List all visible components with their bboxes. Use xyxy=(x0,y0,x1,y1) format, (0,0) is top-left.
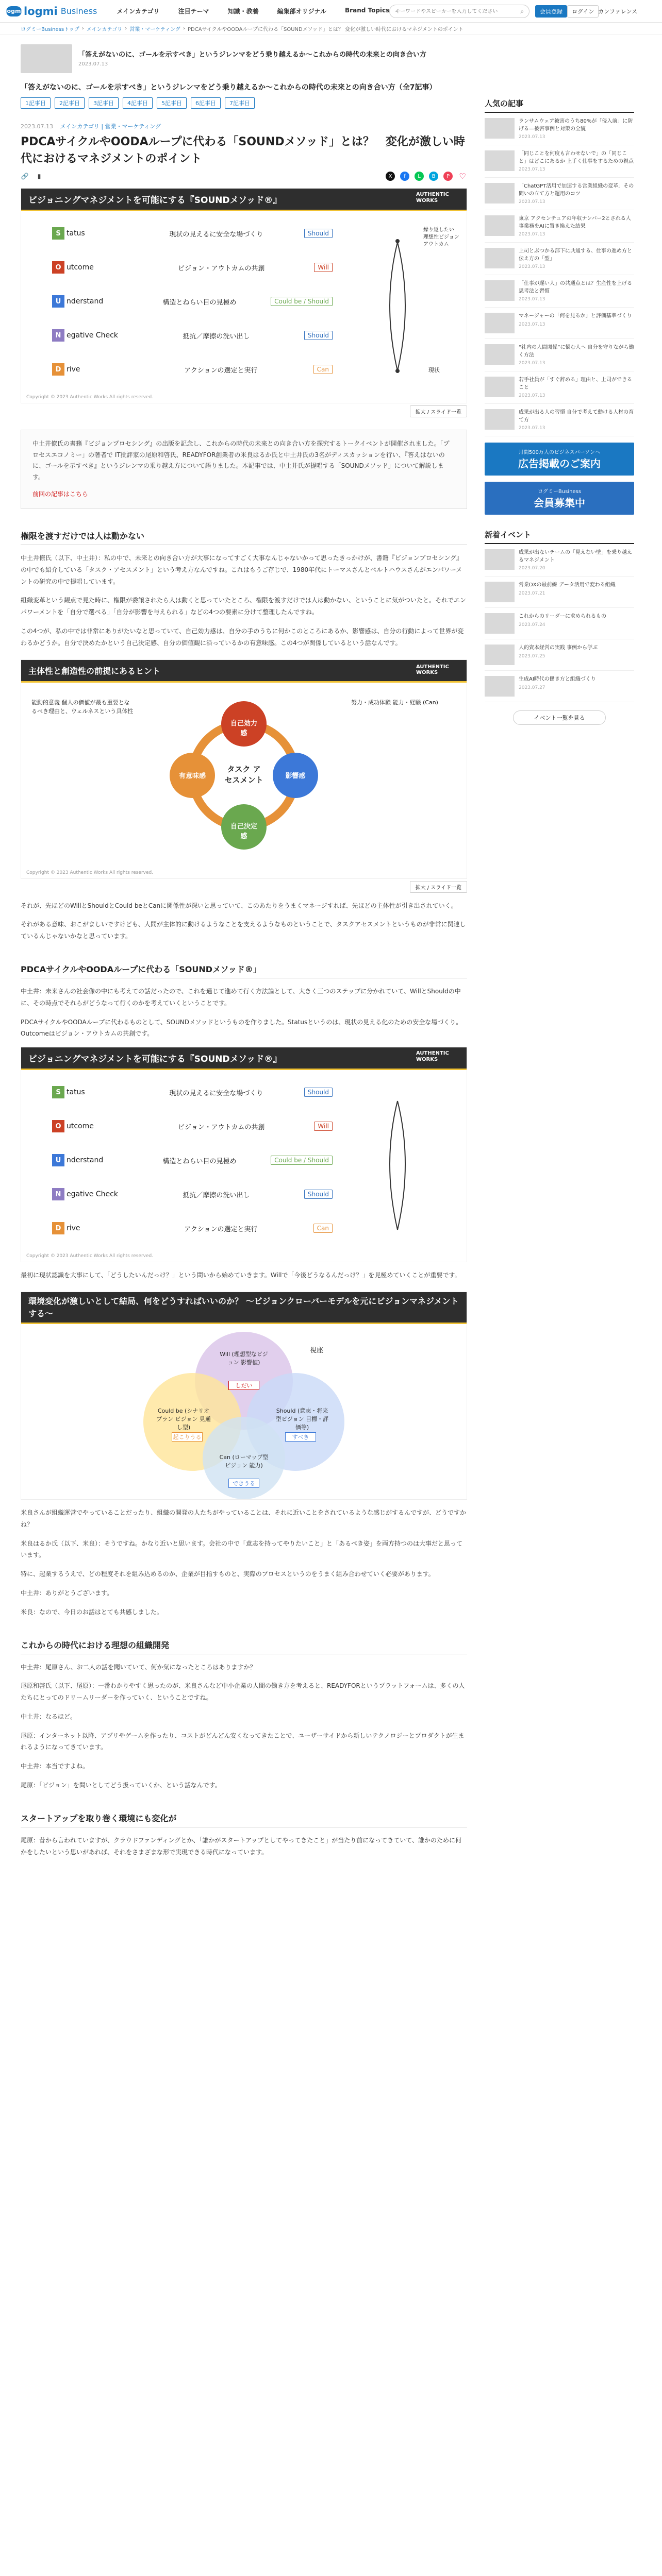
sound-letter: U xyxy=(52,295,64,308)
event-title: これからのリーダーに求められるもの xyxy=(519,614,606,619)
body-paragraph: 中土井僚氏（以下、中土井）：私の中で、未来との向き合い方が大事になってすごく大事なんじゃないかって思ったきっかけが、書籍『ビジョンプロセシング』の中でも紹介している「タスク・アセスメント」という考え方なんですね。これはもうご存じで、1980年代にトーマスさんとベルトハウスさんがエンパワーメントの研究の中で提唱しています。 xyxy=(21,554,462,585)
section-heading: スタートアップを取り巻く環境にも変化が xyxy=(21,1812,467,1827)
clover-bubble: できうる xyxy=(228,1479,259,1488)
popular-item[interactable] xyxy=(485,243,634,275)
popular-title: マネージャーの「何を見るか」と評価基準づくり xyxy=(519,313,632,319)
article-title: PDCAサイクルやOODAループに代わる「SOUNDメソッド」とは？ 変化が激しい時代におけるマネジメントのポイント xyxy=(21,135,465,165)
series-tag[interactable]: 2記事目 xyxy=(55,97,85,109)
event-title: 成果が出ないチームの「見えない壁」を乗り越えるマネジメント xyxy=(519,550,632,563)
popular-title: 「ChatGPT活用で加速する営業組織の変革」その問いの立て方と運用のコツ xyxy=(519,183,634,197)
login-button[interactable]: ログイン xyxy=(567,5,599,18)
sound-pill: Should xyxy=(304,1088,333,1097)
popular-date: 2023.07.13 xyxy=(519,297,545,302)
slide-body xyxy=(21,211,467,392)
clover-bubble: しだい xyxy=(228,1381,259,1390)
nav-item[interactable]: 知識・教養 xyxy=(227,8,259,15)
body-paragraph: 組織変革という観点で見た時に、権限が委譲されたら人は動くと思っていたところ、権限を渡すだけでは人は動かない、ということに気がついたと。それでエンパワーメントを「自分で選べる」「自分が影響を与えられる」などの4つの要素に分けて整理したんですね。 xyxy=(21,597,467,616)
slide-copyright: Copyright © 2023 Authentic Works All rights reserved. xyxy=(26,870,154,875)
brand-logo: AUTHENTIC WORKS xyxy=(416,664,449,675)
events-list-button[interactable]: イベント一覧を見る xyxy=(513,710,606,725)
breadcrumb: ログミーBusinessトップ › メインカテゴリ › 営業・マーケティング › PDCAサイクルやOODAループに代わる「SOUNDメソッド」とは？ 変化が激しい時代におけるマネジメントのポイント xyxy=(0,23,662,35)
sound-letter: D xyxy=(52,363,64,376)
popular-item[interactable] xyxy=(485,178,634,210)
nav-item[interactable]: 編集部オリジナル xyxy=(277,8,327,15)
popular-date: 2023.07.13 xyxy=(519,361,545,366)
sound-pill: Could be / Should xyxy=(271,1156,333,1165)
slide-copyright: Copyright © 2023 Authentic Works All rights reserved. xyxy=(26,1253,154,1259)
events-heading: 新着イベント xyxy=(485,529,634,544)
sound-word: nderstand xyxy=(67,1156,104,1165)
lead-box xyxy=(21,430,467,509)
popular-thumbnail xyxy=(485,248,515,268)
event-item[interactable] xyxy=(485,671,634,702)
body-paragraph: 最初に現状認識を大事にして、「どうしたいんだっけ？」という問いから始めていきます。Willで「今後どうなるんだっけ？」を見極めていくことが重要です。 xyxy=(21,1272,461,1279)
popular-item[interactable] xyxy=(485,339,634,371)
popular-thumbnail xyxy=(485,280,515,301)
popular-item[interactable] xyxy=(485,113,634,145)
register-button[interactable]: 会員登録 xyxy=(535,5,567,18)
series-tag[interactable]: 4記事目 xyxy=(123,97,153,109)
event-item[interactable] xyxy=(485,608,634,639)
body-paragraph: 中土井：本当ですよね。 xyxy=(21,1762,89,1770)
series-tag[interactable]: 5記事目 xyxy=(157,97,187,109)
event-date: 2023.07.24 xyxy=(519,622,545,628)
event-thumbnail xyxy=(485,645,515,665)
popular-item[interactable] xyxy=(485,145,634,178)
sound-pill: Should xyxy=(304,331,333,340)
sound-pill: Can xyxy=(313,365,333,374)
sound-pill: Can xyxy=(313,1224,333,1233)
popular-item[interactable] xyxy=(485,404,634,436)
popular-title: 「同じことを何度も言わせないで」の「同じこと」はどこにあるか 上手く仕事をするための視点 xyxy=(519,151,634,164)
popular-thumbnail xyxy=(485,344,515,365)
hatena-share-icon[interactable]: B xyxy=(429,172,438,181)
popular-date: 2023.07.13 xyxy=(519,167,545,172)
popular-date: 2023.07.13 xyxy=(519,232,545,237)
popular-heading: 人気の記事 xyxy=(485,98,634,113)
sound-word: utcome xyxy=(67,263,94,272)
slide-header xyxy=(21,189,467,211)
sound-pill: Could be / Should xyxy=(271,297,333,306)
clover-bubble: すべき xyxy=(285,1432,316,1442)
facebook-share-icon[interactable]: f xyxy=(400,172,409,181)
sound-desc: アクションの選定と実行 xyxy=(184,1225,258,1233)
event-item[interactable] xyxy=(485,544,634,577)
body-paragraph: 尾原：インターネット以降、アプリやゲームを作ったり、コストがどんどん安くなってきたことで、ユーザーサイドから新しいテクノロジーとプロダクトが生まれるようになってきています。 xyxy=(21,1732,465,1751)
sound-desc: ビジョン・アウトカムの共創 xyxy=(178,264,265,273)
member-banner-sub: ログミーBusiness xyxy=(537,489,582,495)
popular-thumbnail xyxy=(485,215,515,236)
ad-banner[interactable] xyxy=(485,443,634,476)
popular-item[interactable] xyxy=(485,210,634,243)
sound-letter: O xyxy=(52,261,64,274)
search-input[interactable] xyxy=(395,9,520,14)
sound-pill: Should xyxy=(304,229,333,238)
link-icon[interactable]: 🔗 xyxy=(21,173,29,180)
ad-banner-sub: 月間500万人のビジネスパーソンへ xyxy=(518,450,601,455)
breadcrumb-item[interactable]: メインカテゴリ xyxy=(86,27,123,32)
search-box xyxy=(389,5,529,18)
event-title: 営業DXの最前線 データ活用で変わる組織 xyxy=(519,582,616,588)
body-paragraph: 尾原和啓氏（以下、尾原）：一番わかりやすく思ったのが、米良さんなど中小企業の人間の働き方を考えると、READYFORというプラットフォームは、多くの人たちにとってのドリームリーダーを作っていく、ということですね。 xyxy=(21,1682,465,1702)
popular-item[interactable] xyxy=(485,275,634,308)
slide-title: 環境変化が激しいとして結局、何をどうすればいいのか？ 〜ビジョンクローバーモデルを元にビジョンマネジメントする〜 xyxy=(21,1292,467,1324)
cycle-node: 有意味感 xyxy=(178,772,206,780)
sound-desc: 現状の見えるに安全な場づくり xyxy=(169,230,263,239)
like-icon[interactable]: ♡ xyxy=(459,172,466,181)
body-paragraph: それが、先ほどのWillとShouldとCould beとCanに関係性が深いと思っていて、このあたりをうまくマネージすれば、先ほどの主体性が引き出されていく。 xyxy=(21,902,457,909)
body-paragraph: 中土井：尾原さん、お二人の話を聞いていて、何か気になったところはありますか？ xyxy=(21,1663,256,1671)
popular-date: 2023.07.13 xyxy=(519,199,545,205)
sound-pill: Will xyxy=(314,1122,333,1131)
event-thumbnail xyxy=(485,549,515,570)
lead-text: 中土井僚氏の書籍『ビジョンプロセシング』の出版を記念し、これからの時代の未来との向き合い方を探究するトークイベントが開催されました。「プロセスエコノミー」の著者で IT批評家の尾原和啓氏、READYFOR創業者の米良はるか氏と中土井氏の3名がディスカッションを行い、『答えはないのに、ゴールを示すべき』というジレンマの乗り越え方について語りました。本記事では、中土井氏が提唱する「SOUNDメソッド」について解説します。 xyxy=(32,440,450,481)
figure-label: 繰り返したい 理想性ビジョン アウトカム xyxy=(423,227,459,247)
cycle-node: 自己効力感 xyxy=(230,719,257,737)
section-heading: PDCAサイクルやOODAループに代わる「SOUNDメソッド®」 xyxy=(21,963,467,978)
popular-title: 若手社員が「すぐ辞める」理由と、上司ができること xyxy=(519,377,632,391)
event-title: 人的資本経営の実践 事例から学ぶ xyxy=(519,645,598,651)
sound-pill: Should xyxy=(304,1190,333,1199)
prev-article-link[interactable]: 前回の記事はこちら xyxy=(32,490,89,498)
event-date: 2023.07.27 xyxy=(519,685,545,690)
slide-body xyxy=(21,683,467,878)
article-meta xyxy=(21,122,467,130)
task-assessment-slide[interactable] xyxy=(21,659,467,879)
clover-label: Can (ローマップ型ビジョン 能力) xyxy=(219,1453,269,1469)
section-heading: 権限を渡すだけでは人は動かない xyxy=(21,530,467,545)
slide-body xyxy=(21,1324,467,1499)
nav-item[interactable]: Brand Topics xyxy=(345,7,390,14)
popular-title: 東京 アクセンチュアの年収ナンバー2とされる人事業務をAIに置き換えた結果 xyxy=(519,216,631,229)
sound-word: tatus xyxy=(67,1088,85,1097)
series-tags xyxy=(21,97,467,109)
logo-text: logmi xyxy=(24,5,58,18)
brand-logo: AUTHENTIC WORKS xyxy=(416,1050,449,1063)
series-heading: 「答えがないのに、ゴールを示すべき」というジレンマをどう乗り越えるか〜これからの時代の未来との向き合い方（全7記事） xyxy=(21,83,437,92)
article-category[interactable]: メインカテゴリ | 営業・マーケティング xyxy=(60,123,161,130)
main-nav xyxy=(117,7,389,15)
event-title: 生成AI時代の働き方と組織づくり xyxy=(519,676,596,682)
sound-letter: S xyxy=(52,1086,64,1098)
site-header xyxy=(0,0,662,23)
series-tag[interactable]: 1記事目 xyxy=(21,97,51,109)
popular-date: 2023.07.13 xyxy=(519,134,545,140)
event-thumbnail xyxy=(485,676,515,697)
expand-slide-button[interactable]: 拡大 / スライド一覧 xyxy=(410,881,467,893)
sound-word: rive xyxy=(67,1224,80,1233)
body-paragraph: 特に、起業するうえで、どの程度それを組み込めるのか、企業が目指すものと、実際のプロセスというのをうまく組み合わせていく必要があります。 xyxy=(21,1570,435,1578)
section-heading: これからの時代における理想の組織開発 xyxy=(21,1639,467,1654)
bookmark-icon[interactable]: ▮ xyxy=(37,173,41,180)
body-paragraph: 米良さんが組織運営でやっていることだったり、組織の開発の人たちがやっていることは、それに近いことをされているような感じがするんですが、どうですかね？ xyxy=(21,1509,467,1528)
sound-word: egative Check xyxy=(67,331,118,340)
clover-bubble: 起こりうる xyxy=(172,1432,203,1442)
slide-copyright: Copyright © 2023 Authentic Works All rights reserved. xyxy=(26,395,154,400)
sound-method-slide-2[interactable] xyxy=(21,1047,467,1262)
sound-letter: O xyxy=(52,1120,64,1132)
popular-item[interactable] xyxy=(485,371,634,404)
popular-title: “社内の人間関係”に悩む人へ 自分を守りながら働く方法 xyxy=(519,345,634,358)
sound-desc: 構造とねらい目の見極め xyxy=(162,1157,237,1165)
popular-thumbnail xyxy=(485,118,515,139)
body-paragraph: 米良はるか氏（以下、米良）：そうですね。かなり近いと思います。会社の中で「意志を持ってやりたいこと」と「あるべき姿」を両方持つのは大事だと思っています。 xyxy=(21,1539,463,1559)
rubber-band-figure xyxy=(361,222,434,381)
member-banner-title: 会員募集中 xyxy=(534,497,585,509)
clover-top-right: 視座 xyxy=(310,1346,324,1354)
popular-date: 2023.07.13 xyxy=(519,321,545,327)
clover-label: Should (意志・将来型ビジョン 目標・評価等) xyxy=(275,1407,329,1431)
site-logo[interactable] xyxy=(6,5,97,18)
sound-word: egative Check xyxy=(67,1190,118,1199)
body-paragraph: 尾原：昔から言われていますが、クラウドファンディングとか、「誰かがスタートアップとしてやってきたこと」が当たり前になってきていて、誰かのために何かをしたいという思いがあれば、それをさまざまな形で実現できる時代になっています。 xyxy=(21,1836,462,1856)
event-date: 2023.07.20 xyxy=(519,566,545,571)
breadcrumb-item[interactable]: 営業・マーケティング xyxy=(129,27,181,32)
popular-thumbnail xyxy=(485,150,515,171)
clover-label: Could be (シナリオプラン ビジョン 見通し型) xyxy=(156,1407,211,1431)
prev-article-card[interactable] xyxy=(21,41,467,76)
nav-item[interactable]: メインカテゴリ xyxy=(117,8,160,15)
sound-desc: アクションの選定と実行 xyxy=(184,366,258,375)
prev-article-thumbnail xyxy=(21,44,72,73)
sidebar xyxy=(485,98,634,725)
x-share-icon[interactable]: X xyxy=(386,172,395,181)
share-bar xyxy=(21,172,467,181)
popular-title: 上司とぶつかる部下に共通する、仕事の進め方と伝え方の「型」 xyxy=(519,248,632,262)
sound-word: rive xyxy=(67,365,80,374)
body-paragraph: 米良：なので、今日のお話はとても共感しました。 xyxy=(21,1608,163,1616)
article-main xyxy=(21,41,467,1858)
series-tag[interactable]: 3記事目 xyxy=(89,97,119,109)
logo-mark: logmi xyxy=(6,6,22,16)
prev-article-title: 「答えがないのに、ゴールを示すべき」というジレンマをどう乗り越えるか〜これからの時代の未来との向き合い方 xyxy=(78,51,426,59)
sound-method-slide[interactable] xyxy=(21,188,467,403)
rubber-band-figure xyxy=(361,1080,434,1240)
sound-desc: 現状の見えるに安全な場づくり xyxy=(169,1089,263,1097)
series-tag[interactable]: 6記事目 xyxy=(191,97,221,109)
right-note: 努力・成功体験 能力・経験 (Can) xyxy=(351,699,438,706)
sound-word: nderstand xyxy=(67,297,104,306)
cycle-node: 自己決定感 xyxy=(230,822,257,840)
sound-word: tatus xyxy=(67,229,85,238)
slide-title: 主体性と創造性の前提にあるヒント xyxy=(28,666,161,676)
ad-banner-title: 広告掲載のご案内 xyxy=(518,457,601,470)
body-paragraph: それがある意味、おこがましいですけども、人間が主体的に動けるようなことを支えるようなものということで、タスクアセスメントというものが非常に関連しているんじゃないかなと思っています。 xyxy=(21,921,466,940)
slide-title: ビジョニングマネジメントを可能にする『SOUNDメソッド®』 xyxy=(28,195,282,206)
event-thumbnail xyxy=(485,582,515,602)
body-paragraph: この4つが、私の中では非常にありがたいなと思っていて、自己効力感は、自分の手のうちに何かこのところにあるか、影響感は、自分の行動によって世界が変わるかどうか。自分で決めたかという自己決定感、自分の価値観に沿っているかの有意味感。この4つが関係しているという話なんです。 xyxy=(21,627,464,647)
body-paragraph: PDCAサイクルやOODAループに代わるものとして、SOUNDメソッドというものを作りました。Statusというのは、現状の見える化のための安全な場づくり。Outcomeはビジョン・アウトカムの共創です。 xyxy=(21,1018,462,1038)
brand-logo: AUTHENTIC WORKS xyxy=(416,192,449,204)
figure-bottom-label: 現状 xyxy=(428,367,440,374)
vision-clover-slide[interactable] xyxy=(21,1292,467,1500)
popular-date: 2023.07.13 xyxy=(519,264,545,269)
series-tag[interactable]: 7記事目 xyxy=(225,97,255,109)
body-paragraph: 中土井：未来さんの社会像の中にも考えての話だったので、これを通じて進めて行く方法論として、大きく三つのステップに分かれていて、WillとShouldの中に、その時点でそれらがどうなって行くのかを考えていくということです。 xyxy=(21,987,461,1007)
body-paragraph: 尾原：「ビジョン」を問いとしてどう扱っていくか、という話なんです。 xyxy=(21,1782,221,1789)
nav-item[interactable]: カンファレンス xyxy=(598,8,638,15)
search-icon[interactable]: ⌕ xyxy=(520,7,524,15)
popular-thumbnail xyxy=(485,313,515,333)
event-date: 2023.07.21 xyxy=(519,590,545,596)
event-item[interactable] xyxy=(485,639,634,671)
breadcrumb-current: PDCAサイクルやOODAループに代わる「SOUNDメソッド」とは？ 変化が激しい時代におけるマネジメントのポイント xyxy=(188,27,464,32)
popular-thumbnail xyxy=(485,183,515,204)
cycle-node: 影響感 xyxy=(285,772,306,780)
sound-letter: N xyxy=(52,329,64,342)
slide-header xyxy=(21,1047,467,1070)
slide-body xyxy=(21,1070,467,1250)
event-item[interactable] xyxy=(485,577,634,608)
member-banner[interactable] xyxy=(485,482,634,515)
popular-title: 「仕事が遅い人」の共通点とは？生産性を上げる思考法と習慣 xyxy=(519,281,632,294)
article-date: 2023.07.13 xyxy=(21,123,53,130)
logo-sub: Business xyxy=(60,6,97,16)
event-thumbnail xyxy=(485,613,515,634)
sound-letter: S xyxy=(52,227,64,240)
popular-item[interactable] xyxy=(485,308,634,339)
sound-desc: 抵抗／摩擦の洗い出し xyxy=(183,1191,250,1199)
event-date: 2023.07.25 xyxy=(519,653,545,659)
sound-desc: 抵抗／摩擦の洗い出し xyxy=(183,332,250,341)
popular-date: 2023.07.13 xyxy=(519,426,545,431)
breadcrumb-item[interactable]: ログミーBusinessトップ xyxy=(21,27,79,32)
sound-word: utcome xyxy=(67,1122,94,1131)
sound-letter: N xyxy=(52,1188,64,1200)
body-paragraph: 中土井：ありがとうございます。 xyxy=(21,1589,113,1597)
popular-date: 2023.07.13 xyxy=(519,393,545,398)
nav-item[interactable]: 注目テーマ xyxy=(178,8,209,15)
popular-title: ランサムウェア被害のうち80%が「侵入前」に防げる—被害事例と対策の全貌 xyxy=(519,118,633,132)
popular-title: 成果が出る人の習慣 自分で考えて動ける人材の育て方 xyxy=(519,410,634,423)
cycle-center: タスク アセスメント xyxy=(224,764,263,785)
body-paragraph: 中土井：なるほど。 xyxy=(21,1713,77,1720)
popular-thumbnail xyxy=(485,409,515,430)
line-share-icon[interactable]: L xyxy=(415,172,424,181)
left-note: 能動的意義 個人の価値が最も重要となるべき理由と、ウェルネスという具体性 xyxy=(31,699,134,715)
sound-letter: D xyxy=(52,1222,64,1234)
sound-pill: Will xyxy=(314,263,333,272)
slide-title: ビジョニングマネジメントを可能にする『SOUNDメソッド®』 xyxy=(28,1054,282,1065)
slide-header xyxy=(21,660,467,683)
clover-label: Will (理想型なビジョン 影響値) xyxy=(220,1350,268,1366)
pocket-share-icon[interactable]: P xyxy=(443,172,453,181)
expand-slide-button[interactable]: 拡大 / スライド一覧 xyxy=(410,405,467,417)
sound-letter: U xyxy=(52,1154,64,1166)
popular-thumbnail xyxy=(485,377,515,397)
sound-desc: ビジョン・アウトカムの共創 xyxy=(178,1123,265,1131)
sound-desc: 構造とねらい目の見極め xyxy=(162,298,237,307)
prev-article-date: 2023.07.13 xyxy=(78,61,108,67)
